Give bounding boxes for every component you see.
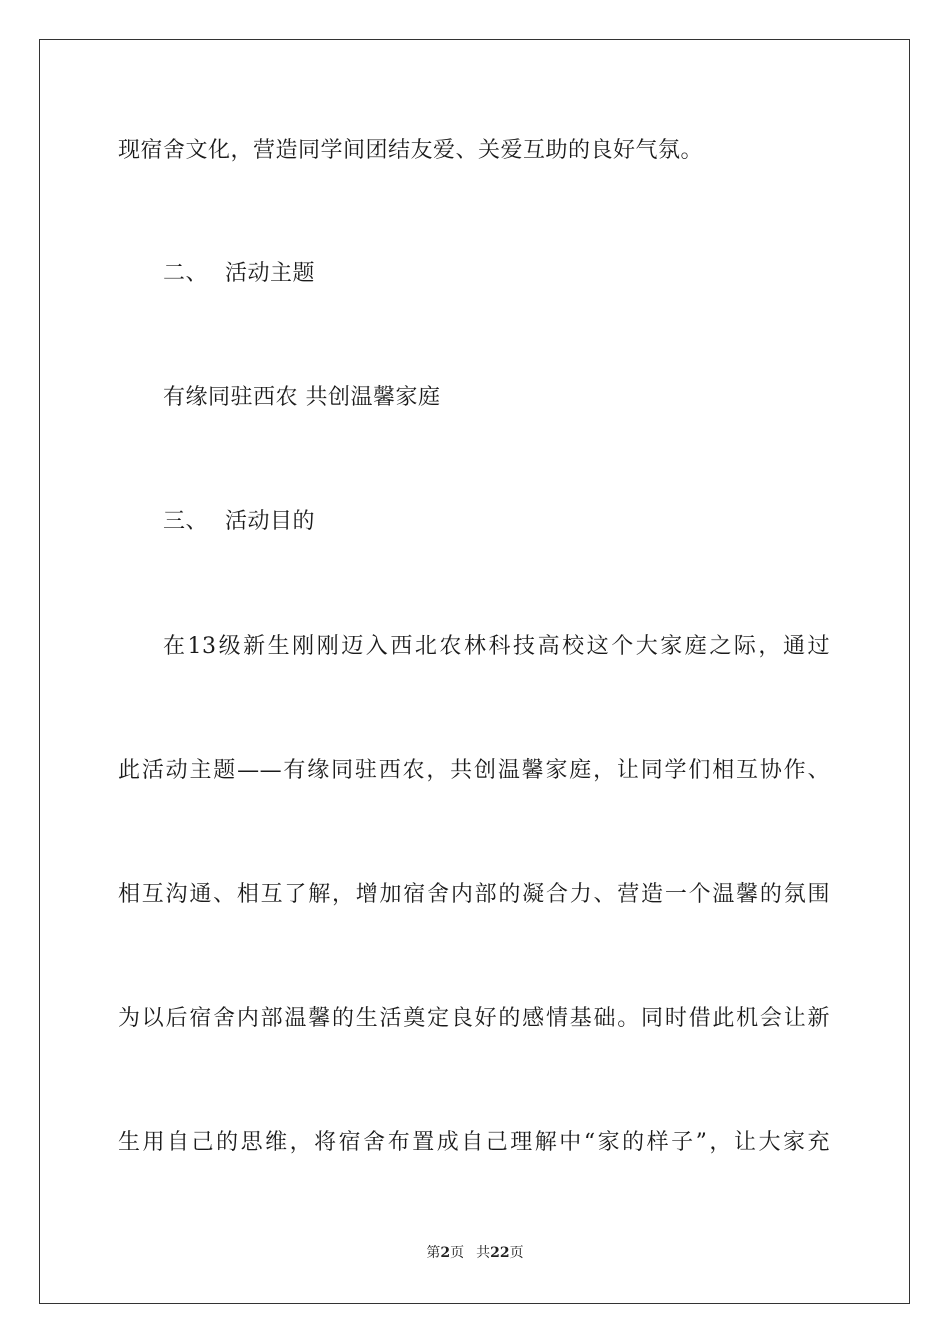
section-number: 二、 xyxy=(163,261,209,286)
section-heading-3 xyxy=(163,507,875,537)
section-title: 活动目的 xyxy=(225,509,316,534)
purpose-line-5: 生用自己的思维，将宿舍布置成自己理解中“家的样子”，让大家充 xyxy=(118,1130,830,1155)
section-number: 三、 xyxy=(163,509,209,534)
purpose-line-2: 此活动主题——有缘同驻西农，共创温馨家庭，让同学们相互协作、 xyxy=(118,758,830,783)
section-title: 活动主题 xyxy=(225,261,316,286)
theme-text: 有缘同驻西农 共创温馨家庭 xyxy=(163,385,441,410)
page-footer xyxy=(0,1244,950,1262)
page-prefix: 第 xyxy=(426,1245,441,1261)
purpose-line-4: 为以后宿舍内部温馨的生活奠定良好的感情基础。同时借此机会让新 xyxy=(118,1006,830,1031)
total-prefix: 共 xyxy=(476,1245,491,1261)
page-total: 22 xyxy=(490,1245,510,1261)
section-heading-2 xyxy=(163,259,875,289)
page-current: 2 xyxy=(440,1245,451,1261)
page-suffix: 页 xyxy=(450,1245,465,1261)
purpose-line-3: 相互沟通、相互了解，增加宿舍内部的凝合力、营造一个温馨的氛围 xyxy=(118,882,830,907)
paragraph-continuation: 现宿舍文化，营造同学间团结友爱、关爱互助的良好气氛。 xyxy=(118,138,704,163)
total-suffix: 页 xyxy=(509,1245,524,1261)
purpose-line-1: 在13级新生刚刚迈入西北农林科技高校这个大家庭之际，通过 xyxy=(163,634,830,659)
page-border xyxy=(39,39,910,1304)
